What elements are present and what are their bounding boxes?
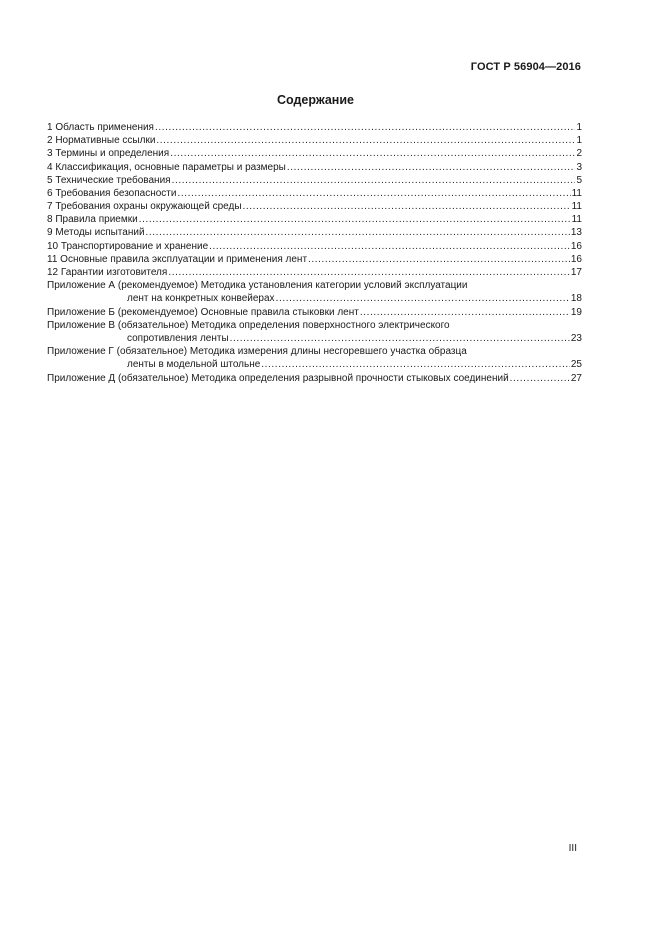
toc-entry-title-continuation: ленты в модельной штольне (127, 359, 261, 371)
toc-page-number: 16 (570, 240, 582, 252)
toc-entry[interactable] (47, 134, 582, 147)
toc-appendix-entry[interactable] (47, 372, 582, 385)
toc-entry[interactable] (47, 187, 582, 200)
toc-entry-title: 3 Термины и определения (47, 148, 170, 160)
toc-page-number: 18 (570, 293, 582, 305)
toc-entry[interactable] (47, 147, 582, 160)
toc-entry-title: Приложение В (обязательное) Методика определения поверхностного электрического (47, 319, 450, 331)
toc-page-number: 5 (576, 174, 582, 186)
toc-page-number: 23 (570, 332, 582, 344)
toc-entry[interactable] (47, 227, 582, 240)
toc-entry[interactable] (47, 266, 582, 279)
toc-page-number: 17 (570, 267, 582, 279)
toc-entry-title: 11 Основные правила эксплуатации и применения лент (47, 253, 308, 265)
toc-entry[interactable] (47, 174, 582, 187)
toc-entry[interactable] (47, 253, 582, 266)
toc-entry-title: Приложение Г (обязательное) Методика измерения длины несгоревшего участка образца (47, 346, 467, 358)
toc-page-number: 11 (571, 187, 582, 199)
toc-entry[interactable] (47, 200, 582, 213)
toc-leader (261, 358, 570, 371)
page-title: Содержание (276, 93, 354, 107)
document-id: ГОСТ Р 56904—2016 (470, 61, 581, 73)
toc-entry-title: 4 Классификация, основные параметры и размеры (47, 161, 286, 173)
toc-entry-title: 12 Гарантии изготовителя (47, 267, 168, 279)
toc-page-number: 1 (576, 135, 582, 147)
toc-entry-title: 7 Требования охраны окружающей среды (47, 201, 242, 213)
toc-page-number: 13 (570, 227, 582, 239)
toc-leader (243, 200, 571, 213)
toc-entry[interactable] (47, 121, 582, 134)
toc-page-number: 11 (571, 214, 582, 226)
toc-entry-title: Приложение Д (обязательное) Методика определения разрывной прочности стыковых соединений (47, 372, 509, 384)
toc-entry-title: Приложение А (рекомендуемое) Методика установления категории условий эксплуатации (47, 280, 468, 292)
toc-appendix-entry[interactable] (47, 306, 582, 319)
toc-leader (156, 134, 575, 147)
toc-leader (139, 213, 571, 226)
toc-entry-title: 1 Область применения (47, 121, 154, 133)
toc-entry[interactable] (47, 161, 582, 174)
page-number: III (568, 843, 577, 854)
toc-leader (360, 306, 570, 319)
toc-page-number: 25 (570, 359, 582, 371)
toc-entry[interactable] (47, 240, 582, 253)
toc-entry-title: 8 Правила приемки (47, 214, 138, 226)
toc-leader (276, 292, 570, 305)
toc-page-number: 16 (570, 253, 582, 265)
toc-leader (170, 147, 575, 160)
toc-leader (168, 266, 570, 279)
toc-leader (510, 372, 570, 385)
toc-appendix-entry[interactable] (47, 345, 582, 371)
toc-leader (230, 332, 570, 345)
toc-entry-title-continuation: лент на конкретных конвейерах (127, 293, 275, 305)
toc-entry-title: 6 Требования безопасности (47, 187, 177, 199)
toc-leader (155, 121, 575, 134)
toc-appendix-entry[interactable] (47, 319, 582, 345)
toc-appendix-entry[interactable] (47, 279, 582, 305)
toc-page-number: 1 (576, 121, 582, 133)
toc-entry-title: Приложение Б (рекомендуемое) Основные правила стыковки лент (47, 306, 359, 318)
toc-page-number: 19 (570, 306, 582, 318)
toc-page-number: 27 (570, 372, 582, 384)
toc-entry[interactable] (47, 213, 582, 226)
toc-leader (146, 226, 570, 239)
toc-leader (172, 174, 576, 187)
table-of-contents (47, 121, 582, 385)
toc-leader (287, 161, 576, 174)
toc-leader (177, 187, 570, 200)
toc-entry-title-continuation: сопротивления ленты (127, 332, 229, 344)
toc-entry-title: 2 Нормативные ссылки (47, 135, 156, 147)
toc-leader (308, 253, 570, 266)
toc-page-number: 2 (576, 148, 582, 160)
toc-page-number: 11 (571, 201, 582, 213)
toc-entry-title: 5 Технические требования (47, 174, 171, 186)
toc-entry-title: 10 Транспортирование и хранение (47, 240, 209, 252)
toc-leader (209, 240, 570, 253)
toc-entry-title: 9 Методы испытаний (47, 227, 145, 239)
toc-page-number: 3 (576, 161, 582, 173)
